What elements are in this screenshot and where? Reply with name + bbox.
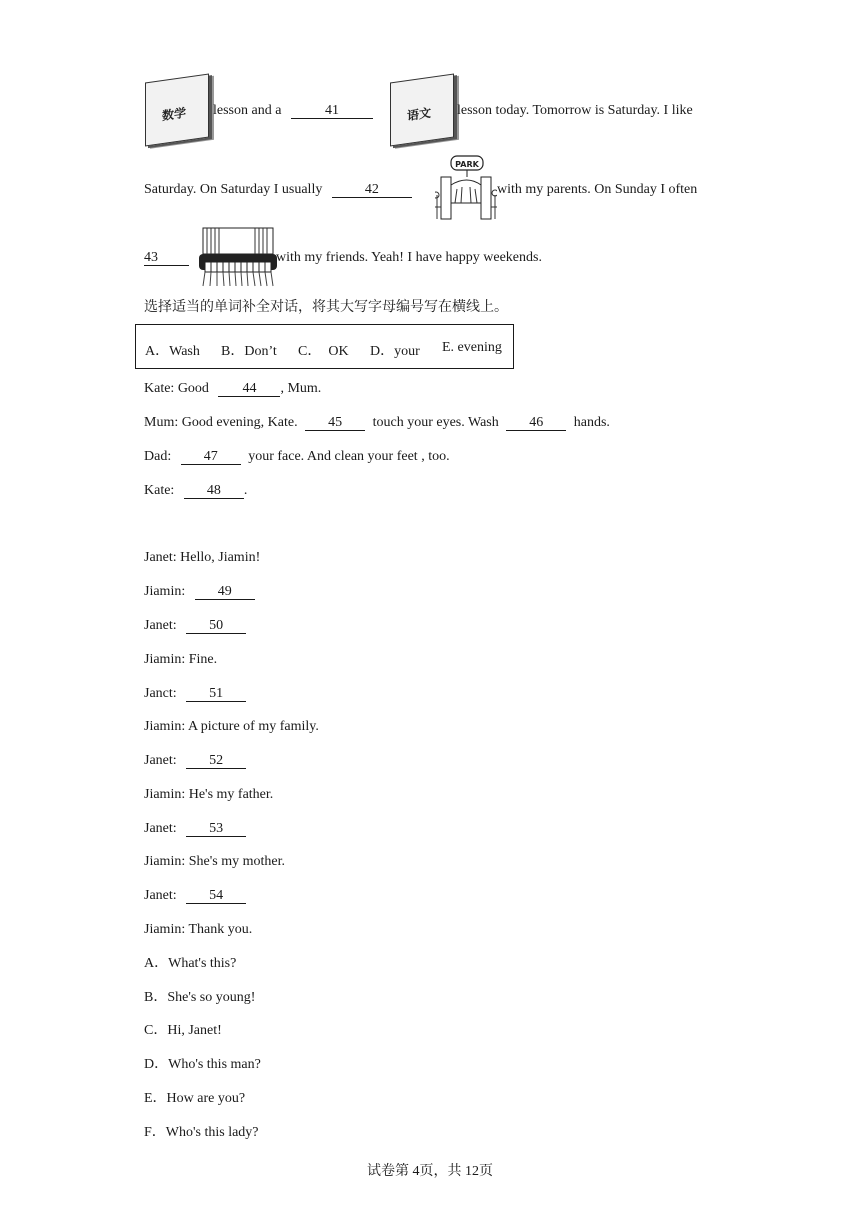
blank-53: 53 bbox=[186, 821, 246, 837]
blank-44: 44 bbox=[218, 381, 280, 397]
park-sign-text: PARK bbox=[455, 160, 479, 169]
sentence-row-1-part-a: lesson and a 41 bbox=[213, 102, 373, 120]
blank-54: 54 bbox=[186, 888, 246, 904]
word-options-box bbox=[135, 324, 514, 369]
park-gate-image bbox=[435, 155, 497, 221]
math-book-label: 数学 bbox=[162, 105, 187, 124]
dialog2-line: Jiamin: A picture of my family. bbox=[144, 719, 319, 734]
blank-43: 43 bbox=[144, 250, 189, 266]
sentence-row-3-part-b: with my friends. Yeah! I have happy weekends. bbox=[276, 250, 542, 265]
piano-image bbox=[197, 226, 277, 288]
blank-48: 48 bbox=[184, 483, 244, 499]
chinese-book-image bbox=[390, 74, 454, 147]
choice-a: A．What's this? bbox=[144, 956, 237, 971]
dialog2-line: Janet: 50 bbox=[144, 617, 246, 635]
dialog2-line: Janct: 51 bbox=[144, 685, 246, 703]
dialog2-line: Janet: 52 bbox=[144, 752, 246, 770]
blank-41: 41 bbox=[291, 103, 373, 119]
sentence-row-2-part-b: with my parents. On Sunday I often bbox=[497, 182, 698, 197]
choice-e: E．How are you? bbox=[144, 1091, 246, 1106]
dialog2-line: Jiamin: Thank you. bbox=[144, 922, 253, 937]
dialog2-line: Jiamin: Fine. bbox=[144, 652, 218, 667]
instruction-text: 选择适当的单词补全对话，将其大写字母编号写在横线上。 bbox=[144, 300, 508, 315]
option-b: B．Don’t bbox=[221, 344, 277, 359]
sentence-row-3-part-a bbox=[144, 249, 189, 267]
dialog1-line-3: Dad: 47 your face. And clean your feet , too. bbox=[144, 449, 450, 464]
math-book-image bbox=[145, 74, 209, 147]
dialog2-line: Jiamin: 49 bbox=[144, 583, 255, 601]
dialog2-line: Janet: 53 bbox=[144, 820, 246, 838]
dialog2-line: Jiamin: He's my father. bbox=[144, 787, 274, 802]
dialog1-line-2: Mum: Good evening, Kate. 45 touch your eyes. Wash 46 hands. bbox=[144, 415, 610, 430]
dialog2-line: Janet: 54 bbox=[144, 887, 246, 905]
dialog1-line-1: Kate: Good 44 , Mum. bbox=[144, 381, 322, 396]
blank-49: 49 bbox=[195, 584, 255, 600]
dialog1-line-4: Kate: 48 . bbox=[144, 483, 248, 498]
option-e: E. evening bbox=[442, 340, 502, 355]
blank-46: 46 bbox=[506, 415, 566, 431]
choice-c: C．Hi, Janet! bbox=[144, 1023, 222, 1038]
blank-42: 42 bbox=[332, 182, 412, 198]
choice-b: B．She's so young! bbox=[144, 990, 256, 1005]
blank-50: 50 bbox=[186, 618, 246, 634]
choice-d: D．Who's this man? bbox=[144, 1057, 261, 1072]
sentence-row-1-part-b: lesson today. Tomorrow is Saturday. I like bbox=[457, 103, 693, 118]
option-d: D．your bbox=[370, 344, 420, 359]
dialog2-line: Janet: Hello, Jiamin! bbox=[144, 550, 261, 565]
sentence-row-2-part-a: Saturday. On Saturday I usually 42 bbox=[144, 181, 412, 199]
blank-45: 45 bbox=[305, 415, 365, 431]
blank-47: 47 bbox=[181, 449, 241, 465]
dialog2-line: Jiamin: She's my mother. bbox=[144, 854, 285, 869]
option-c: C． OK bbox=[298, 344, 349, 359]
option-a: A．Wash bbox=[145, 344, 200, 359]
chinese-book-label: 语文 bbox=[407, 105, 432, 124]
page-footer: 试卷第 4页，共 12页 bbox=[367, 1164, 493, 1179]
blank-51: 51 bbox=[186, 686, 246, 702]
blank-52: 52 bbox=[186, 753, 246, 769]
choice-f: F．Who's this lady? bbox=[144, 1125, 259, 1140]
